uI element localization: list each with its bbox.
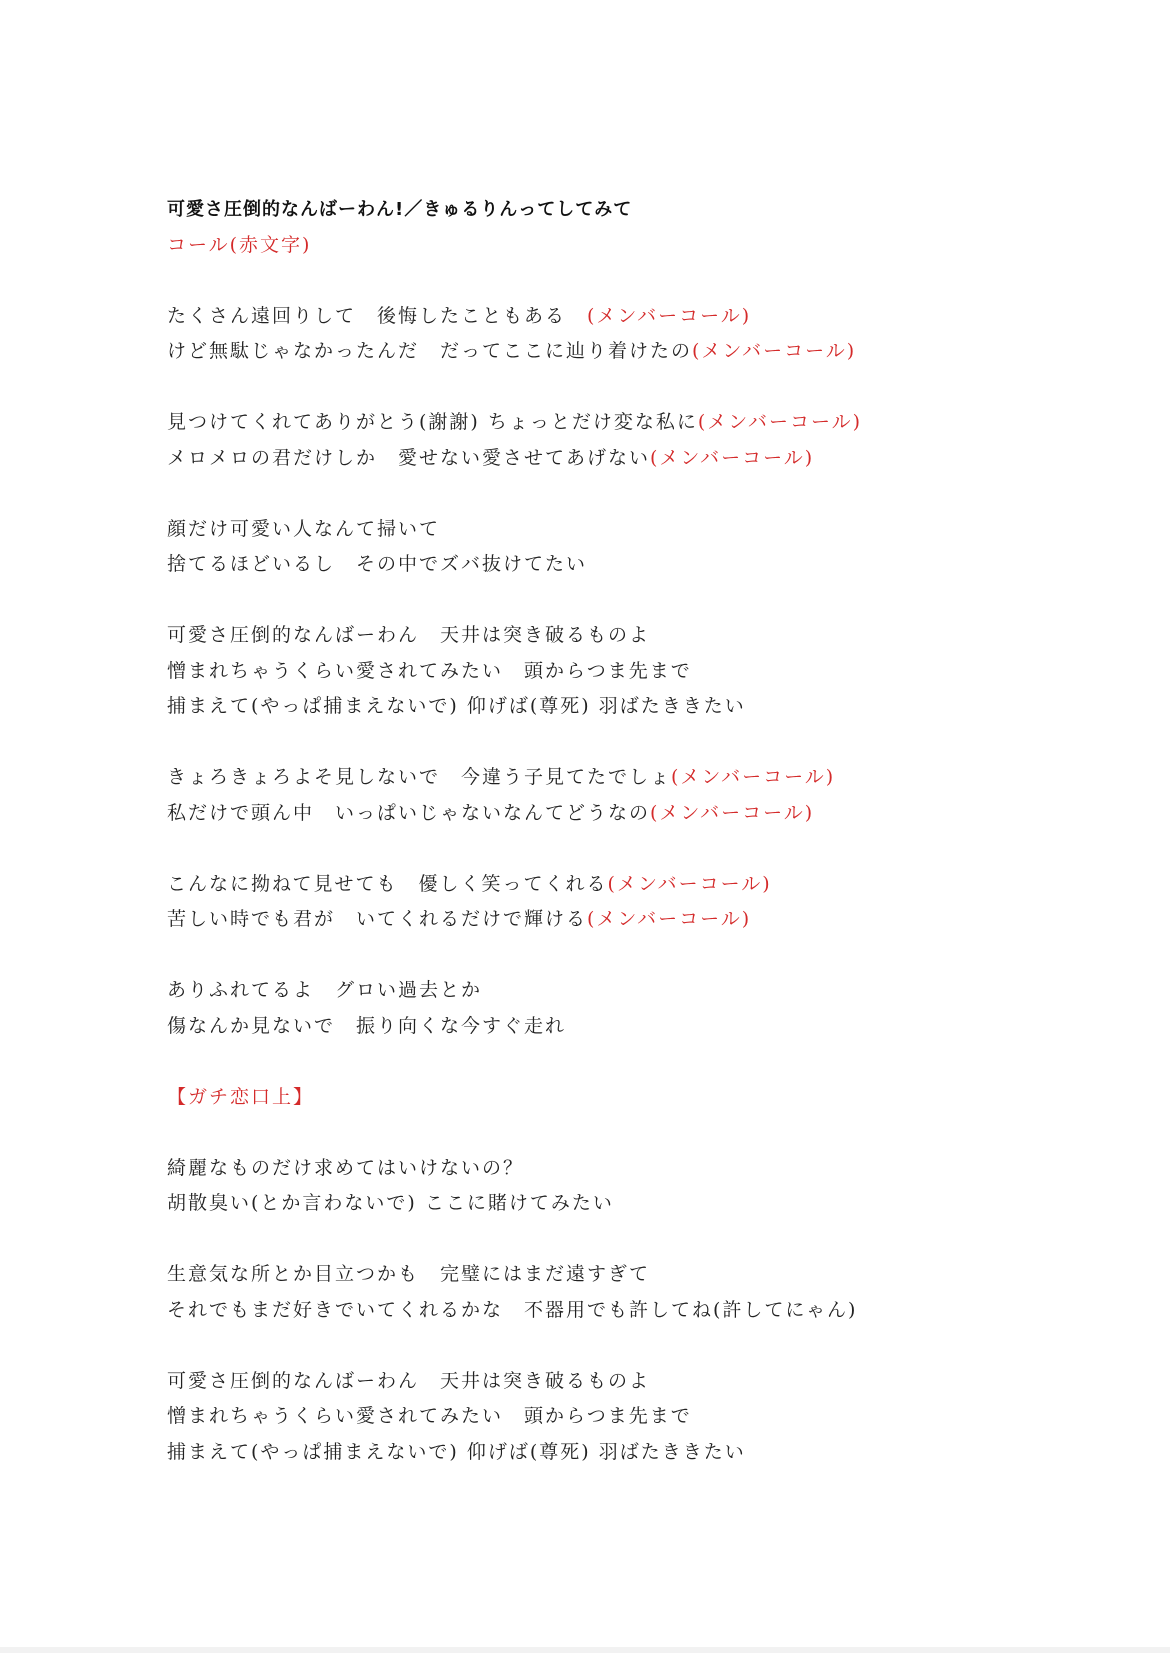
spacer <box>167 938 1067 974</box>
member-call: (メンバーコール) <box>650 446 815 469</box>
lyric-line: 胡散臭い(とか言わないで) ここに賭けてみたい <box>167 1192 614 1214</box>
lyric-text: 私だけで頭ん中 いっぱいじゃないなんてどうなの <box>167 801 651 824</box>
lyric-line <box>167 867 1067 903</box>
page-bottom-edge <box>0 1647 1170 1653</box>
spacer <box>167 1115 1067 1151</box>
member-call: (メンバーコール) <box>692 340 857 362</box>
lyric-text: メロメロの君だけしか 愛せない愛させてあげない <box>167 446 651 469</box>
section-heading-gachikoi: 【ガチ恋口上】 <box>167 1085 315 1108</box>
lyric-line: 可愛さ圧倒的なんばーわん 天井は突き破るものよ <box>167 624 651 646</box>
lyric-line: 捕まえて(やっぱ捕まえないで) 仰げば(尊死) 羽ばたききたい <box>167 1440 746 1463</box>
spacer <box>167 831 1067 867</box>
lyric-text: こんなに拗ねて見せても 優しく笑ってくれる <box>167 872 608 895</box>
lyric-line: 捕まえて(やっぱ捕まえないで) 仰げば(尊死) 羽ばたききたい <box>167 695 746 717</box>
lyric-line <box>167 334 1067 370</box>
song-title: 可愛さ圧倒的なんばーわん!／きゅるりんってしてみて <box>167 199 633 220</box>
member-call: (メンバーコール) <box>587 304 752 327</box>
lyric-line: それでもまだ好きでいてくれるかな 不器用でも許してね(許してにゃん) <box>167 1298 858 1321</box>
member-call: (メンバーコール) <box>671 766 836 788</box>
lyric-line <box>167 796 1067 832</box>
member-call: (メンバーコール) <box>697 411 862 433</box>
lyric-line: 憎まれちゃうくらい愛されてみたい 頭からつま先まで <box>167 1405 692 1427</box>
lyric-line: 顔だけ可愛い人なんて掃いて <box>167 517 441 540</box>
lyric-line: 生意気な所とか目立つかも 完璧にはまだ遠すぎて <box>167 1263 651 1285</box>
lyrics-content <box>167 192 1067 1470</box>
spacer <box>167 370 1067 406</box>
spacer <box>167 583 1067 619</box>
lyric-text: きょろきょろよそ見しないで 今違う子見てたでしょ <box>167 766 672 788</box>
lyric-text: 苦しい時でも君が いてくれるだけで輝ける <box>167 908 588 930</box>
lyric-line: 憎まれちゃうくらい愛されてみたい 頭からつま先まで <box>167 659 692 682</box>
member-call: (メンバーコール) <box>607 872 772 895</box>
lyric-line <box>167 902 1067 938</box>
lyric-text: けど無駄じゃなかったんだ だってここに辿り着けたの <box>167 340 693 362</box>
lyric-text: たくさん遠回りして 後悔したこともある <box>167 304 588 327</box>
lyric-text: 見つけてくれてありがとう(謝謝) ちょっとだけ変な私に <box>167 411 698 433</box>
spacer <box>167 263 1067 299</box>
lyric-line <box>167 760 1067 796</box>
lyric-line: 綺麗なものだけ求めてはいけないの？ <box>167 1156 525 1179</box>
lyric-line <box>167 405 1067 441</box>
lyric-line: 捨てるほどいるし その中でズバ抜けてたい <box>167 553 588 575</box>
spacer <box>167 725 1067 761</box>
lyric-line: 傷なんか見ないで 振り向くな今すぐ走れ <box>167 1014 567 1037</box>
lyric-line: ありふれてるよ グロい過去とか <box>167 979 483 1001</box>
spacer <box>167 1222 1067 1258</box>
lyric-line <box>167 441 1067 477</box>
member-call: (メンバーコール) <box>650 801 815 824</box>
lyric-line <box>167 299 1067 335</box>
lyric-line: 可愛さ圧倒的なんばーわん 天井は突き破るものよ <box>167 1369 651 1392</box>
spacer <box>167 476 1067 512</box>
spacer <box>167 1044 1067 1080</box>
spacer <box>167 1328 1067 1364</box>
member-call: (メンバーコール) <box>587 908 752 930</box>
call-color-note: コール(赤文字) <box>167 233 312 256</box>
